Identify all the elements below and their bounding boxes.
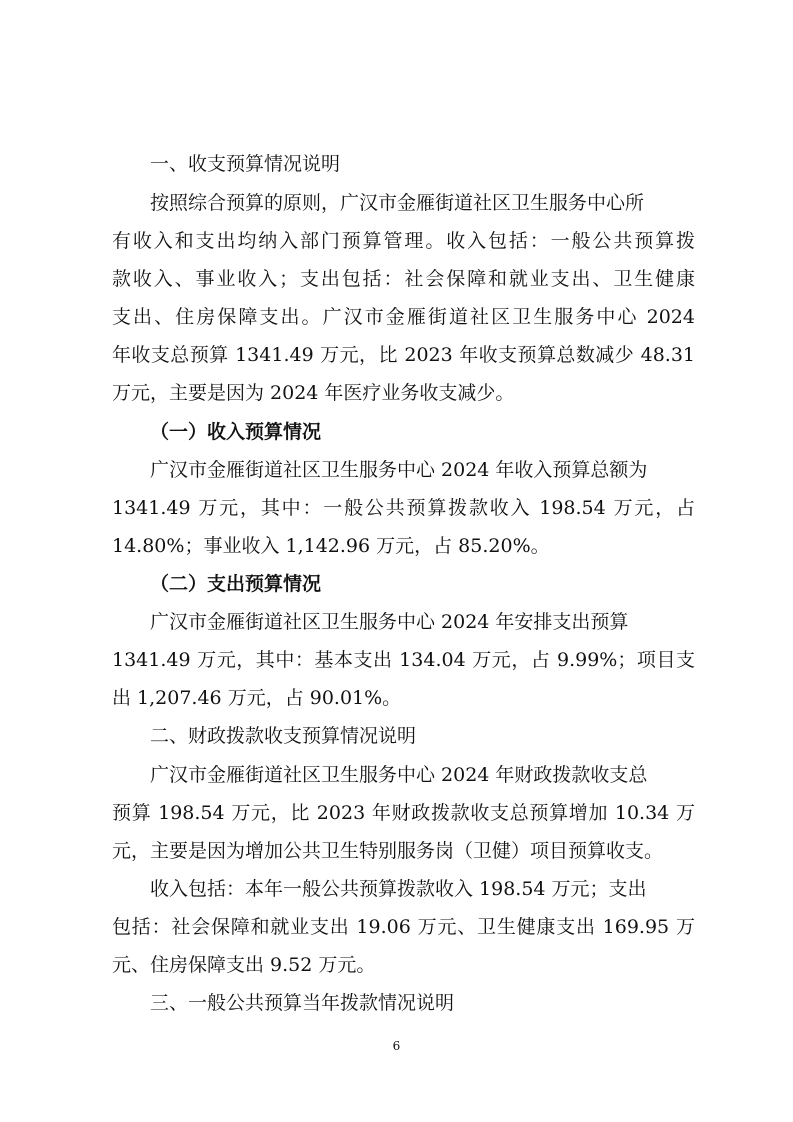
paragraph-line: 包括：社会保障和就业支出 19.06 万元、卫生健康支出 169.95 万: [112, 916, 695, 938]
section-heading-1: 一、收支预算情况说明: [150, 153, 341, 175]
paragraph-line: 1341.49 万元，其中：一般公共预算拨款收入 198.54 万元，占: [112, 497, 695, 519]
section-heading-2: 二、财政拨款收支预算情况说明: [150, 725, 417, 747]
paragraph-line: 款收入、事业收入；支出包括：社会保障和就业支出、卫生健康: [112, 268, 695, 290]
paragraph-line: 万元，主要是因为 2024 年医疗业务收支减少。: [112, 382, 515, 404]
paragraph-line: 14.80%；事业收入 1,142.96 万元，占 85.20%。: [112, 535, 550, 557]
subsection-heading-1: （一）收入预算情况: [150, 421, 322, 443]
paragraph-line: 预算 198.54 万元，比 2023 年财政拨款收支总预算增加 10.34 万: [112, 802, 695, 824]
paragraph-line: 元、住房保障支出 9.52 万元。: [112, 954, 376, 976]
paragraph-line: 1341.49 万元，其中：基本支出 134.04 万元，占 9.99%；项目支: [112, 649, 695, 671]
section-heading-3: 三、一般公共预算当年拨款情况说明: [150, 992, 455, 1014]
paragraph-line: 收入包括：本年一般公共预算拨款收入 198.54 万元；支出: [150, 878, 647, 900]
paragraph-line: 出 1,207.46 万元，占 90.01%。: [112, 687, 402, 709]
paragraph-line: 元，主要是因为增加公共卫生特别服务岗（卫健）项目预算收支。: [112, 840, 664, 862]
paragraph-line: 广汉市金雁街道社区卫生服务中心 2024 年财政拨款收支总: [150, 764, 648, 786]
paragraph-line: 有收入和支出均纳入部门预算管理。收入包括：一般公共预算拨: [112, 230, 695, 252]
page-number: 6: [392, 1039, 401, 1053]
subsection-heading-2: （二）支出预算情况: [150, 573, 322, 595]
paragraph-line: 广汉市金雁街道社区卫生服务中心 2024 年收入预算总额为: [150, 459, 648, 481]
paragraph-line: 年收支总预算 1341.49 万元，比 2023 年收支预算总数减少 48.31: [112, 344, 695, 366]
paragraph-line: 支出、住房保障支出。广汉市金雁街道社区卫生服务中心 2024: [112, 306, 695, 328]
paragraph-line: 广汉市金雁街道社区卫生服务中心 2024 年安排支出预算: [150, 611, 629, 633]
paragraph-line: 按照综合预算的原则，广汉市金雁街道社区卫生服务中心所: [150, 192, 645, 214]
